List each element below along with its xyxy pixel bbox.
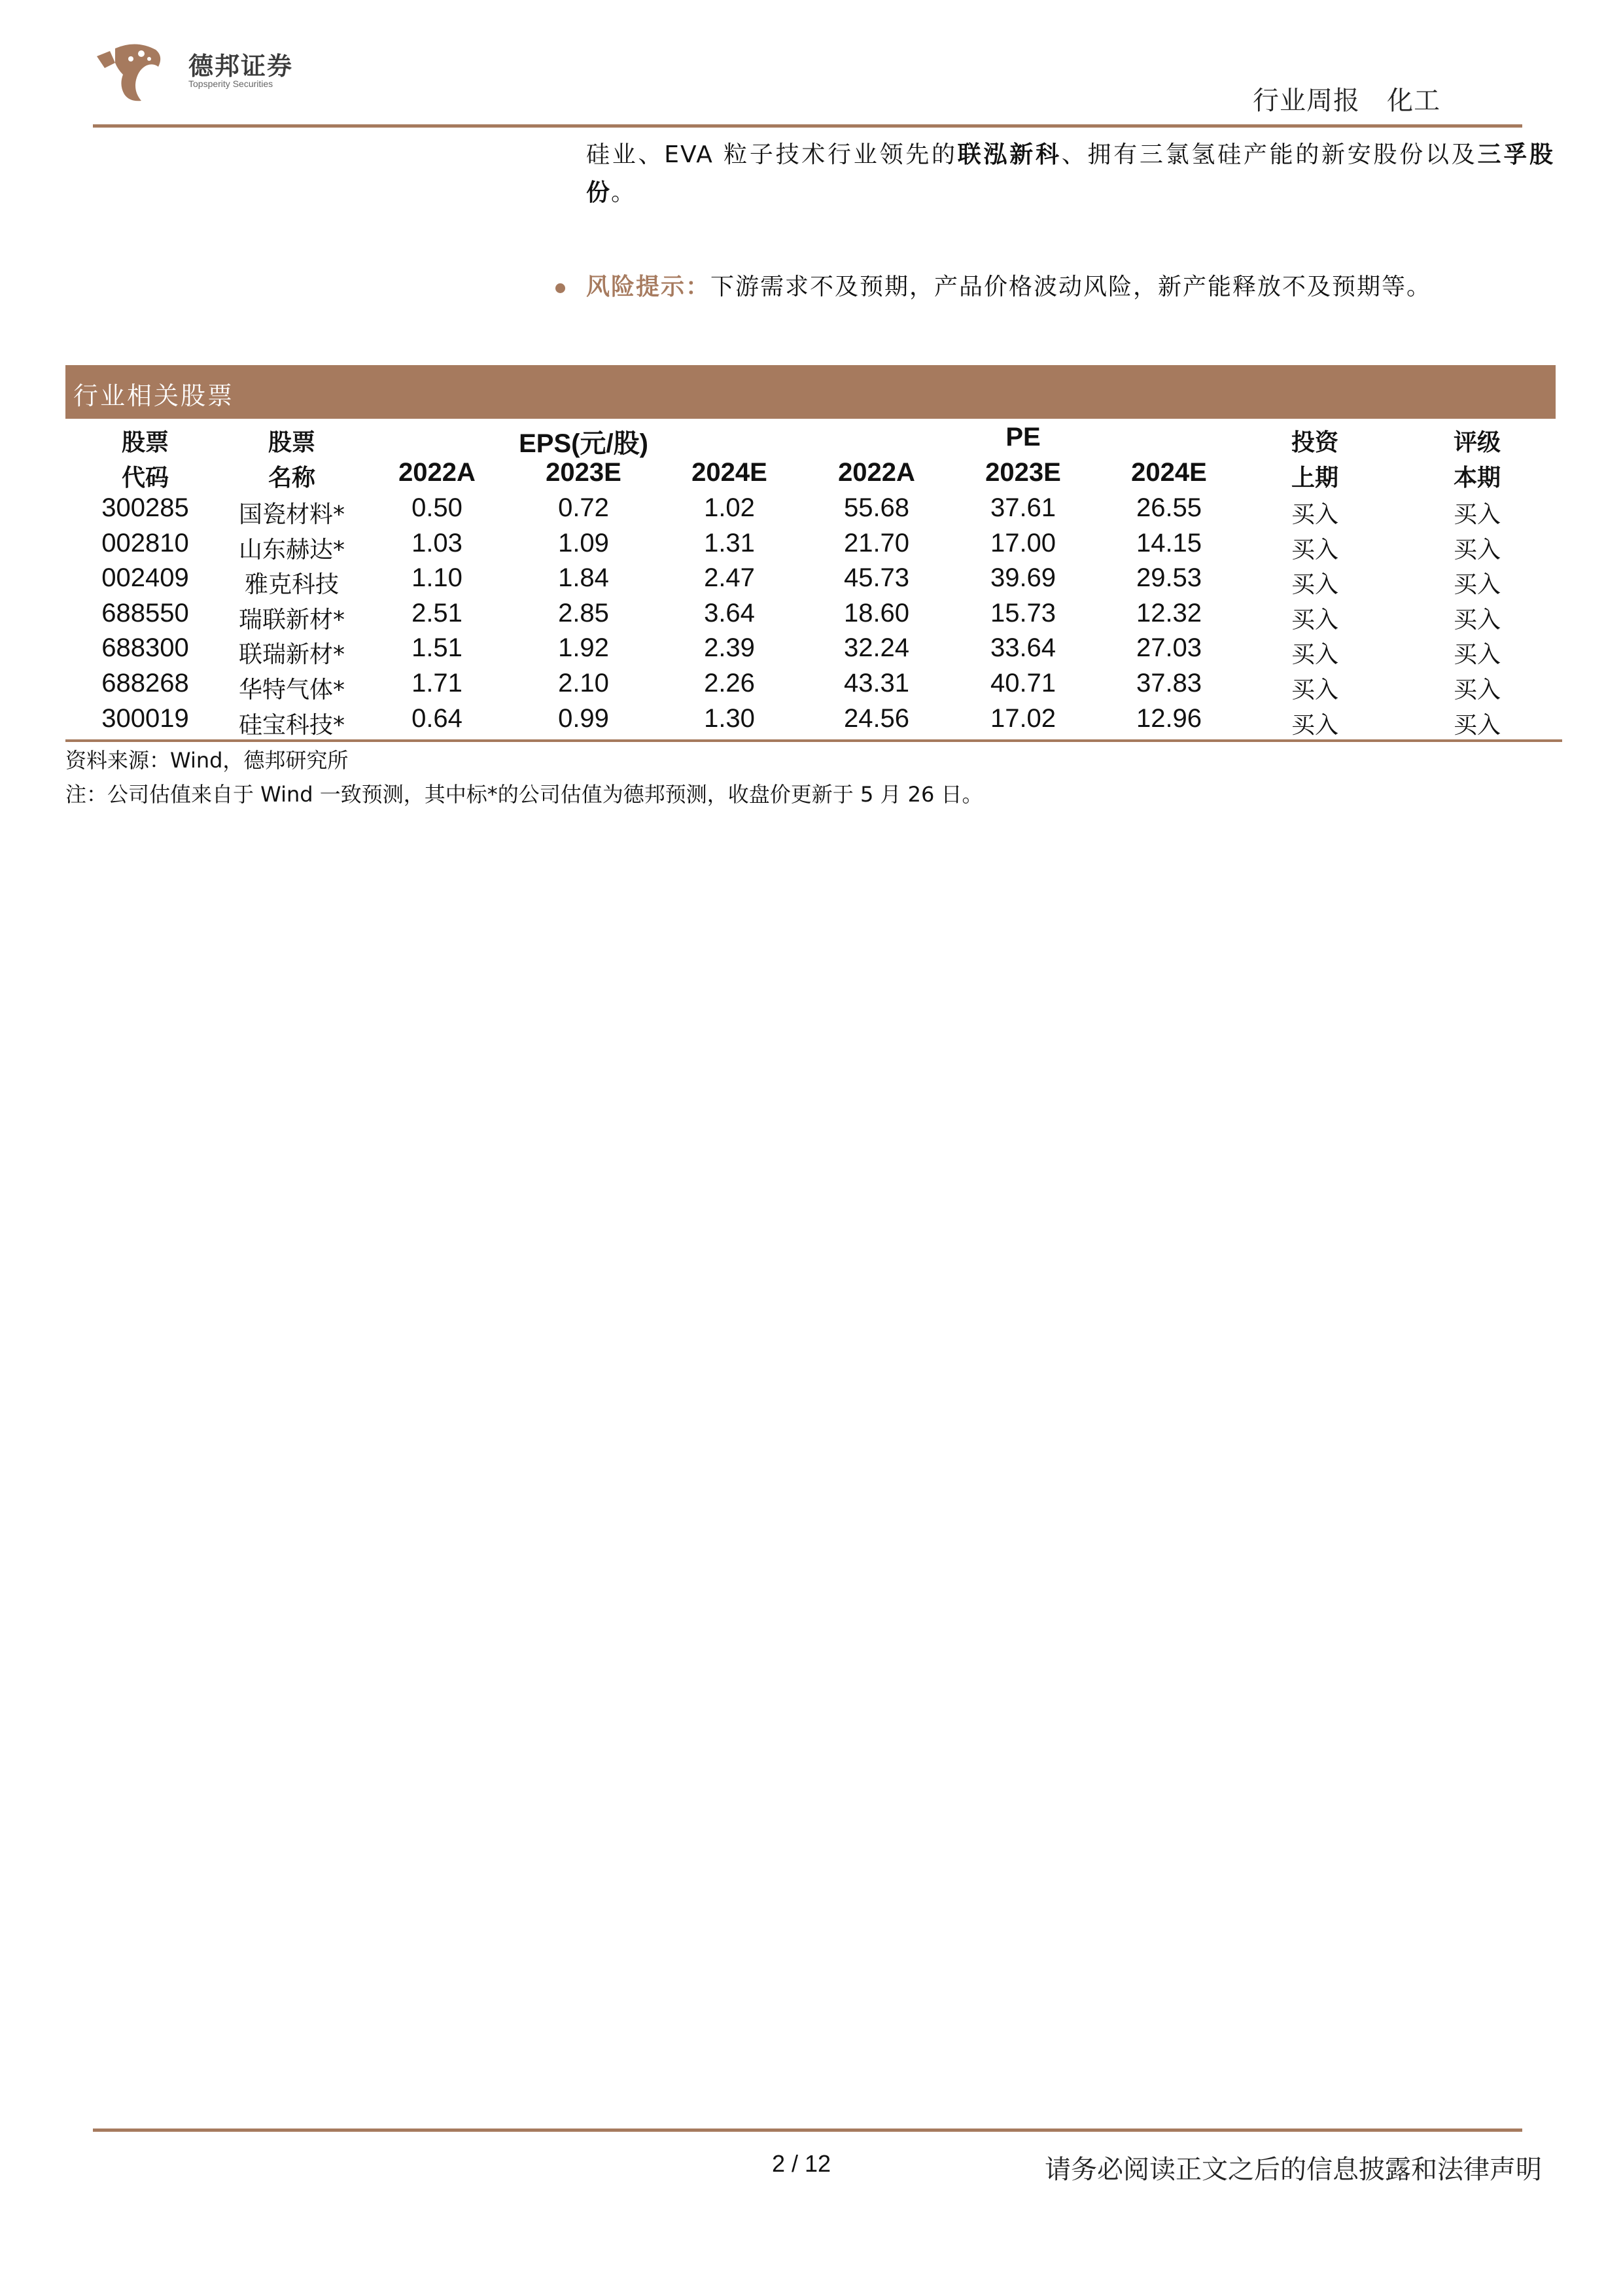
header-prev-line1: 投资 [1291, 429, 1339, 456]
header-pe-2024e: 2024E [1131, 458, 1207, 487]
intro-bold-1: 联泓新科 [957, 141, 1062, 168]
page-number: 2 / 12 [772, 2150, 831, 2177]
header-eps: EPS(元/股) [519, 429, 648, 458]
table-cell: 0.64 [411, 703, 462, 733]
table-cell: 2.26 [704, 669, 755, 698]
note-line: 注：公司估值来自于 Wind 一致预测，其中标*的公司估值为德邦预测，收盘价更新于 5 月 26 日。 [65, 782, 983, 807]
disclaimer-link[interactable]: 请务必阅读正文之后的信息披露和法律声明 [1045, 2155, 1542, 2185]
table-cell: 买入 [1291, 571, 1339, 599]
table-cell: 山东赫达* [238, 536, 345, 563]
table-cell: 26.55 [1136, 493, 1202, 522]
leopard-logo-icon [90, 37, 169, 109]
intro-text-2: 、拥有三氯氢硅产能的新安股份以及 [1061, 141, 1478, 168]
table-cell: 21.70 [843, 528, 910, 557]
table-cell: 27.03 [1136, 633, 1202, 663]
table-cell: 买入 [1291, 677, 1339, 703]
header-name-line1: 股票 [268, 429, 316, 456]
table-cell: 15.73 [990, 598, 1056, 627]
risk-text: 下游需求不及预期，产品价格波动风险，新产能释放不及预期等。 [710, 274, 1432, 300]
table-cell: 688300 [101, 633, 189, 663]
header-cur-line1: 评级 [1453, 429, 1501, 456]
table-cell: 买入 [1453, 571, 1501, 599]
table-cell: 雅克科技 [244, 571, 340, 599]
table-cell: 2.10 [558, 669, 609, 698]
table-cell: 1.30 [704, 703, 755, 733]
intro-paragraph [586, 136, 1554, 212]
table-cell: 买入 [1453, 711, 1501, 739]
table-cell: 55.68 [843, 493, 910, 522]
source-line: 资料来源：Wind，德邦研究所 [65, 748, 349, 773]
table-cell: 买入 [1453, 536, 1501, 563]
table-cell: 2.47 [704, 563, 755, 593]
header-code-line2: 代码 [121, 465, 169, 491]
table-cell: 37.61 [990, 493, 1056, 522]
bullet-icon [555, 283, 565, 293]
table-title: 行业相关股票 [73, 381, 235, 410]
table-cell: 43.31 [843, 669, 910, 698]
risk-label: 风险提示： [586, 274, 711, 300]
table-cell: 33.64 [990, 633, 1056, 663]
table-cell: 12.32 [1136, 598, 1202, 627]
table-cell: 联瑞新材* [238, 641, 345, 669]
table-cell: 2.85 [558, 598, 609, 627]
table-cell: 2.39 [704, 633, 755, 663]
intro-text-3: 。 [611, 179, 637, 206]
table-cell: 0.99 [558, 703, 609, 733]
table-title-bar [65, 365, 1556, 419]
header-pe-2023e: 2023E [985, 458, 1061, 487]
table-bottom-border [65, 739, 1562, 742]
table-cell: 24.56 [843, 703, 910, 733]
header-divider [93, 124, 1522, 128]
table-cell: 买入 [1453, 606, 1501, 633]
table-cell: 1.71 [411, 669, 462, 698]
table-cell: 14.15 [1136, 528, 1202, 557]
table-cell: 买入 [1291, 641, 1339, 669]
table-cell: 12.96 [1136, 703, 1202, 733]
table-cell: 买入 [1291, 501, 1339, 528]
risk-warning [586, 268, 1431, 306]
table-cell: 39.69 [990, 563, 1056, 593]
table-cell: 买入 [1453, 501, 1501, 528]
header-eps-2023e: 2023E [546, 458, 621, 487]
table-cell: 1.84 [558, 563, 609, 593]
table-cell: 买入 [1291, 606, 1339, 633]
table-source-notes [65, 743, 983, 811]
header-prev-line2: 上期 [1291, 465, 1339, 491]
header-code-line1: 股票 [121, 429, 169, 456]
table-cell: 买入 [1291, 711, 1339, 739]
header-pe-2022a: 2022A [838, 458, 915, 487]
table-cell: 40.71 [990, 669, 1056, 698]
brand-name-cn: 德邦证券 [188, 52, 294, 80]
brand-logo [90, 37, 313, 109]
table-cell: 华特气体* [238, 677, 345, 703]
header-name-line2: 名称 [268, 465, 316, 491]
table-cell: 买入 [1453, 677, 1501, 703]
intro-text-1: 硅业、EVA 粒子技术行业领先的 [586, 141, 958, 168]
table-cell: 1.03 [411, 528, 462, 557]
table-cell: 002409 [101, 563, 189, 593]
table-cell: 瑞联新材* [238, 606, 345, 633]
footer-divider [93, 2128, 1522, 2132]
table-cell: 3.64 [704, 598, 755, 627]
table-cell: 002810 [101, 528, 189, 557]
report-type: 行业周报 [1253, 86, 1360, 116]
table-cell: 17.00 [990, 528, 1056, 557]
table-cell: 2.51 [411, 598, 462, 627]
table-cell: 37.83 [1136, 669, 1202, 698]
report-header-label [1253, 80, 1440, 117]
table-cell: 1.51 [411, 633, 462, 663]
header-pe: PE [1005, 423, 1041, 451]
table-cell: 300019 [101, 703, 189, 733]
table-cell: 29.53 [1136, 563, 1202, 593]
brand-name-en: Topsperity Securities [188, 79, 273, 89]
table-cell: 0.72 [558, 493, 609, 522]
header-cur-line2: 本期 [1453, 465, 1501, 491]
table-cell: 1.02 [704, 493, 755, 522]
table-cell: 1.09 [558, 528, 609, 557]
header-eps-2022a: 2022A [398, 458, 476, 487]
table-cell: 1.10 [411, 563, 462, 593]
table-cell: 1.31 [704, 528, 755, 557]
table-cell: 买入 [1291, 536, 1339, 563]
table-cell: 17.02 [990, 703, 1056, 733]
table-cell: 国瓷材料* [238, 501, 345, 528]
sector-name: 化工 [1387, 86, 1441, 116]
table-cell: 32.24 [843, 633, 910, 663]
table-cell: 688268 [101, 669, 189, 698]
table-cell: 688550 [101, 598, 189, 627]
header-eps-2024e: 2024E [691, 458, 767, 487]
intro-bold-2: 三孚股份 [586, 141, 1554, 206]
table-cell: 硅宝科技* [238, 711, 345, 739]
table-cell: 0.50 [411, 493, 462, 522]
table-cell: 买入 [1453, 641, 1501, 669]
table-cell: 18.60 [843, 598, 910, 627]
table-cell: 45.73 [843, 563, 910, 593]
table-cell: 300285 [101, 493, 189, 522]
table-cell: 1.92 [558, 633, 609, 663]
